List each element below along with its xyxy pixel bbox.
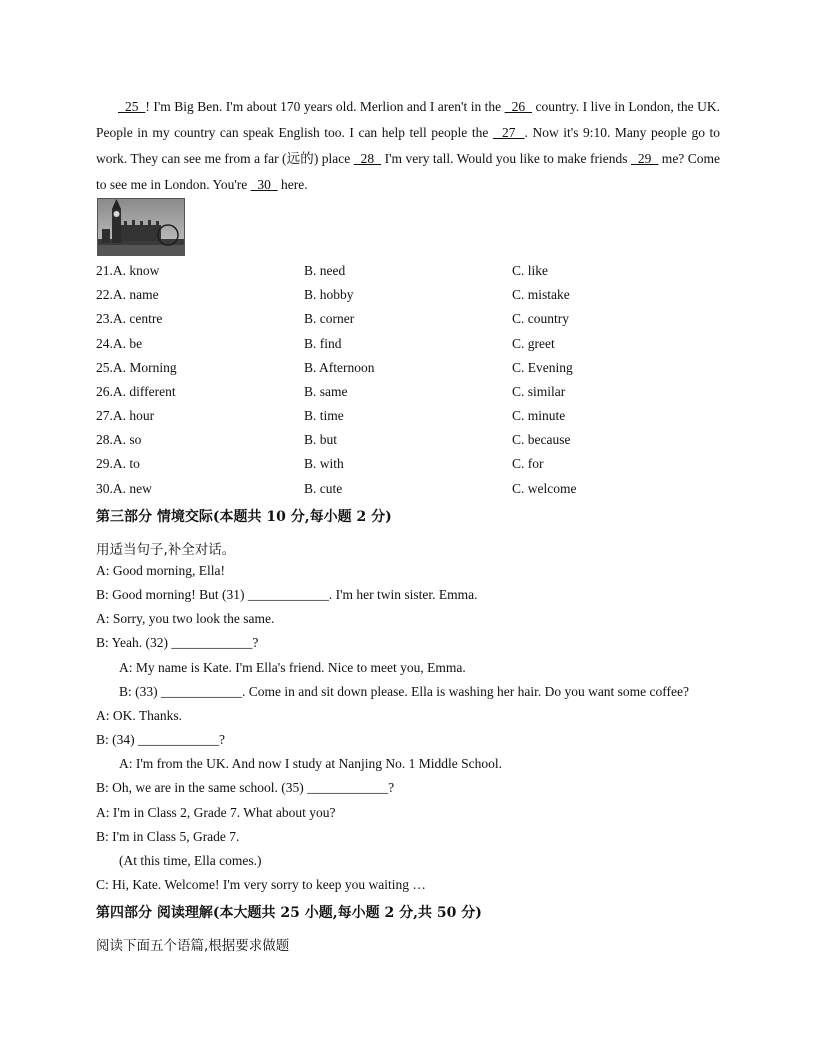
option-25-a[interactable]: 25.A. Morning (96, 360, 177, 375)
option-30-a[interactable]: 30.A. new (96, 481, 152, 496)
option-26-b[interactable]: B. same (304, 384, 348, 399)
dialogue-line-13: C: Hi, Kate. Welcome! I'm very sorry to keep you waiting … (96, 877, 426, 892)
option-21-a[interactable]: 21.A. know (96, 263, 160, 278)
option-24-a[interactable]: 24.A. be (96, 336, 143, 351)
option-row-29 (96, 456, 736, 476)
section3-heading: 第三部分 情境交际(本题共 10 分,每小题 2 分) (96, 509, 392, 525)
option-26-c[interactable]: C. similar (512, 384, 566, 399)
option-row-27 (96, 408, 736, 428)
option-27-c[interactable]: C. minute (512, 408, 566, 423)
dialogue-line-10: B: Oh, we are in the same school. (35) ____________? (96, 780, 395, 795)
option-24-c[interactable]: C. greet (512, 336, 555, 351)
option-28-c[interactable]: C. because (512, 432, 571, 447)
dialogue-line-12: B: I'm in Class 5, Grade 7. (96, 829, 240, 844)
passage-text-3: . Now it's 9:10. Many people go to work. They can see me from a far (远的) place (96, 125, 721, 166)
option-29-c[interactable]: C. for (512, 456, 544, 471)
option-row-26 (96, 384, 736, 404)
option-29-b[interactable]: B. with (304, 456, 344, 471)
blank-27: 27 (492, 125, 525, 140)
blank-30: 30 (250, 177, 278, 192)
cloze-passage (96, 94, 720, 198)
dialogue-line-6: B: (33) ____________. Come in and sit down please. Ella is washing her hair. Do you want some coffee? (119, 684, 690, 699)
option-28-b[interactable]: B. but (304, 432, 338, 447)
option-21-c[interactable]: C. like (512, 263, 548, 278)
option-row-21 (96, 263, 736, 283)
option-row-22 (96, 287, 736, 307)
dialogue-line-7: A: OK. Thanks. (96, 708, 182, 723)
big-ben-photo (97, 198, 185, 256)
big-ben-image (98, 199, 184, 255)
option-24-b[interactable]: B. find (304, 336, 342, 351)
blank-28: 28 (353, 151, 382, 166)
option-25-b[interactable]: B. Afternoon (304, 360, 375, 375)
blank-29: 29 (630, 151, 659, 166)
option-row-28 (96, 432, 736, 452)
dialogue-stage-direction: (At this time, Ella comes.) (119, 853, 262, 868)
option-23-b[interactable]: B. corner (304, 311, 355, 326)
dialogue-line-3: A: Sorry, you two look the same. (96, 611, 275, 626)
option-30-b[interactable]: B. cute (304, 481, 343, 496)
option-row-30 (96, 481, 736, 501)
blank-25: 25 (118, 99, 146, 114)
option-27-b[interactable]: B. time (304, 408, 344, 423)
section4-instruction: 阅读下面五个语篇,根据要求做题 (96, 938, 290, 954)
blank-26: 26 (504, 99, 532, 114)
dialogue-line-1: A: Good morning, Ella! (96, 563, 225, 578)
option-28-a[interactable]: 28.A. so (96, 432, 142, 447)
option-23-c[interactable]: C. country (512, 311, 569, 326)
option-row-23 (96, 311, 736, 331)
option-23-a[interactable]: 23.A. centre (96, 311, 163, 326)
passage-text-5: me? Come to see me in London. You're (96, 151, 721, 192)
section4-heading: 第四部分 阅读理解(本大题共 25 小题,每小题 2 分,共 50 分) (96, 905, 482, 921)
dialogue-line-4: B: Yeah. (32) ____________? (96, 635, 259, 650)
option-22-a[interactable]: 22.A. name (96, 287, 159, 302)
option-21-b[interactable]: B. need (304, 263, 346, 278)
option-row-24 (96, 336, 736, 356)
dialogue-line-2: B: Good morning! But (31) ____________. I'm her twin sister. Emma. (96, 587, 478, 602)
dialogue-line-5: A: My name is Kate. I'm Ella's friend. Nice to meet you, Emma. (119, 660, 466, 675)
passage-text-2: country. I live in London, the UK. People in my country can speak English too. I can help tell people the (96, 99, 720, 140)
option-26-a[interactable]: 26.A. different (96, 384, 176, 399)
option-30-c[interactable]: C. welcome (512, 481, 577, 496)
passage-text-1: ! I'm Big Ben. I'm about 170 years old. Merlion and I aren't in the (145, 99, 505, 114)
option-22-c[interactable]: C. mistake (512, 287, 570, 302)
passage-text-6: here. (277, 177, 308, 192)
dialogue-line-9: A: I'm from the UK. And now I study at Nanjing No. 1 Middle School. (119, 756, 503, 771)
option-22-b[interactable]: B. hobby (304, 287, 354, 302)
option-27-a[interactable]: 27.A. hour (96, 408, 155, 423)
section3-instruction: 用适当句子,补全对话。 (96, 542, 236, 558)
dialogue-line-11: A: I'm in Class 2, Grade 7. What about you? (96, 805, 336, 820)
option-29-a[interactable]: 29.A. to (96, 456, 140, 471)
passage-text-4: I'm very tall. Would you like to make friends (381, 151, 631, 166)
dialogue-line-8: B: (34) ____________? (96, 732, 225, 747)
option-row-25 (96, 360, 736, 380)
option-25-c[interactable]: C. Evening (512, 360, 573, 375)
